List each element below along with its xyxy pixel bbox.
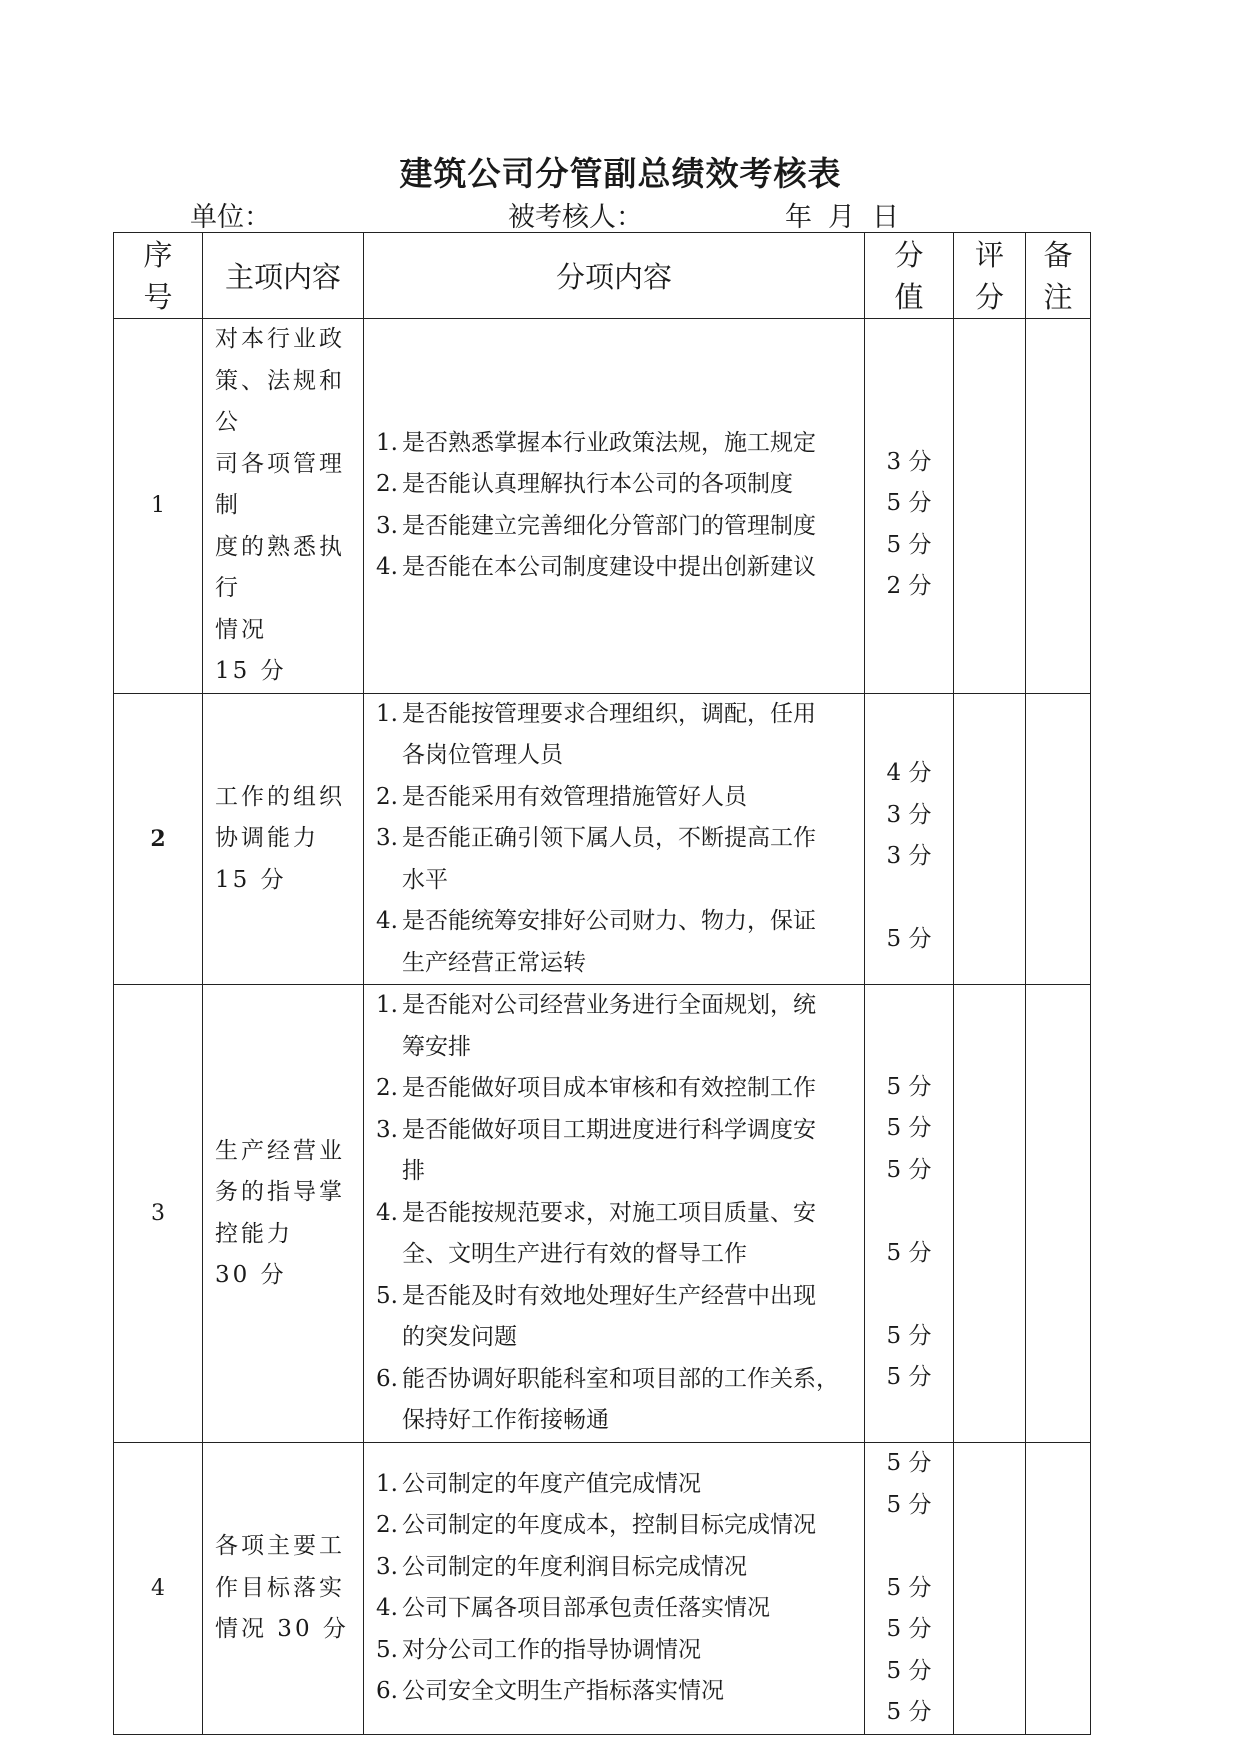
row-seq: 1: [114, 319, 203, 694]
sub-item-continuation: 各岗位管理人员: [402, 742, 563, 768]
date-month: 月: [828, 202, 855, 233]
sub-item-continuation: 排: [402, 1158, 425, 1185]
score-value: 5 分: [886, 490, 932, 517]
sub-item: 4. 是否能统筹安排好公司财力、物力，保证: [376, 908, 816, 934]
row-main-content: 生产经营业 务的指导掌 控能力 30 分: [203, 985, 364, 1443]
row-note-cell[interactable]: [1026, 1443, 1091, 1735]
header-note: [1026, 233, 1091, 319]
header-seq-label: 序 号: [143, 237, 173, 314]
date-day: 日: [872, 202, 899, 233]
sub-item-continuation: 筹安排: [402, 1033, 471, 1060]
score-value: 5 分: [886, 1364, 932, 1390]
row-main-content: 各项主要工 作目标落实 情况 30 分: [203, 1443, 364, 1735]
score-value: 5 分: [886, 1156, 932, 1183]
row-sub-items: [364, 693, 865, 985]
header-note-label: 备 注: [1043, 237, 1073, 314]
sub-item: 1. 是否能对公司经营业务进行全面规划，统: [376, 992, 816, 1019]
sub-item: 6. 能否协调好职能科室和项目部的工作关系，: [376, 1365, 839, 1392]
sub-item-continuation: 全、文明生产进行有效的督导工作: [402, 1241, 747, 1268]
sub-item: 2. 是否能采用有效管理措施管好人员: [376, 783, 747, 810]
row-sub-items: [364, 985, 865, 1443]
sub-item: 1. 是否能按管理要求合理组织，调配，任用: [376, 700, 816, 727]
row-note-cell[interactable]: [1026, 985, 1091, 1443]
header-main: 主项内容: [203, 233, 364, 319]
examinee-label: 被考核人：: [508, 202, 643, 233]
row-main-content: 对本行业政 策、法规和公 司各项管理制 度的熟悉执行 情况 15 分: [203, 319, 364, 694]
sub-item: 3. 公司制定的年度利润目标完成情况: [376, 1553, 747, 1580]
score-value: 3 分: [886, 801, 932, 828]
row-scores: [865, 1443, 954, 1735]
score-value: 5 分: [886, 1073, 932, 1100]
score-value: 5 分: [886, 1239, 932, 1266]
score-value: 5 分: [886, 1616, 932, 1642]
assessment-table: [113, 232, 1091, 1735]
row-eval-cell[interactable]: [954, 985, 1026, 1443]
date-year: 年: [785, 202, 812, 233]
score-value: 4 分: [886, 760, 932, 786]
sub-item: 3. 是否能做好项目工期进度进行科学调度安: [376, 1116, 816, 1143]
page-title: 建筑公司分管副总绩效考核表: [399, 154, 842, 193]
sub-item: 5. 是否能及时有效地处理好生产经营中出现: [376, 1282, 816, 1309]
row-note-cell[interactable]: [1026, 319, 1091, 694]
score-value: 2 分: [886, 573, 932, 600]
row-sub-items: [364, 319, 865, 694]
table-row: [114, 985, 1091, 1443]
sub-item: 2. 公司制定的年度成本，控制目标完成情况: [376, 1512, 816, 1539]
sub-item-continuation: 生产经营正常运转: [402, 949, 586, 976]
sub-item: 3. 是否能建立完善细化分管部门的管理制度: [376, 512, 816, 539]
row-eval-cell[interactable]: [954, 693, 1026, 985]
header-row: [114, 233, 1091, 319]
table-row: [114, 693, 1091, 985]
header-sub: 分项内容: [364, 233, 865, 319]
sub-item-continuation: 的突发问题: [402, 1324, 517, 1351]
sub-item: 4. 是否能按规范要求，对施工项目质量、安: [376, 1199, 816, 1226]
row-scores: [865, 319, 954, 694]
sub-item: 6. 公司安全文明生产指标落实情况: [376, 1678, 724, 1705]
row-scores: [865, 985, 954, 1443]
row-note-cell[interactable]: [1026, 693, 1091, 985]
score-value: 5 分: [886, 1574, 932, 1601]
sub-item: 2. 是否能做好项目成本审核和有效控制工作: [376, 1075, 816, 1102]
row-seq: 3: [114, 985, 203, 1443]
sub-item-continuation: 水平: [402, 866, 448, 893]
sub-item: 2. 是否能认真理解执行本公司的各项制度: [376, 471, 793, 498]
table-row: [114, 1443, 1091, 1735]
table-row: [114, 319, 1091, 694]
score-value: 5 分: [886, 1491, 932, 1518]
sub-item: 4. 公司下属各项目部承包责任落实情况: [376, 1595, 770, 1622]
sub-item: 1. 是否熟悉掌握本行业政策法规，施工规定: [376, 429, 816, 456]
row-sub-items: [364, 1443, 865, 1735]
header-eval: [954, 233, 1026, 319]
score-value: 5 分: [886, 531, 932, 558]
header-score: [865, 233, 954, 319]
row-seq: 4: [114, 1443, 203, 1735]
score-value: 5 分: [886, 1115, 932, 1141]
header-seq: [114, 233, 203, 319]
row-seq: 2: [114, 693, 203, 985]
row-eval-cell[interactable]: [954, 319, 1026, 694]
header-eval-label: 评 分: [974, 237, 1004, 314]
score-value: 3 分: [886, 843, 932, 869]
score-value: 5 分: [886, 1322, 932, 1349]
score-value: 5 分: [886, 1450, 932, 1476]
row-scores: [865, 693, 954, 985]
row-eval-cell[interactable]: [954, 1443, 1026, 1735]
score-value: 5 分: [886, 1657, 932, 1684]
header-score-label: 分 值: [894, 237, 924, 314]
score-value: 5 分: [886, 1699, 932, 1725]
sub-item-continuation: 保持好工作衔接畅通: [402, 1407, 609, 1434]
unit-label: 单位：: [190, 202, 271, 233]
row-main-content: 工作的组织 协调能力 15 分: [203, 693, 364, 985]
score-value: 5 分: [886, 926, 932, 952]
score-value: 3 分: [886, 448, 932, 475]
sub-item: 4. 是否能在本公司制度建设中提出创新建议: [376, 554, 816, 581]
sub-item: 5. 对分公司工作的指导协调情况: [376, 1636, 701, 1663]
sub-item: 1. 公司制定的年度产值完成情况: [376, 1470, 701, 1497]
sub-item: 3. 是否能正确引领下属人员，不断提高工作: [376, 825, 816, 851]
